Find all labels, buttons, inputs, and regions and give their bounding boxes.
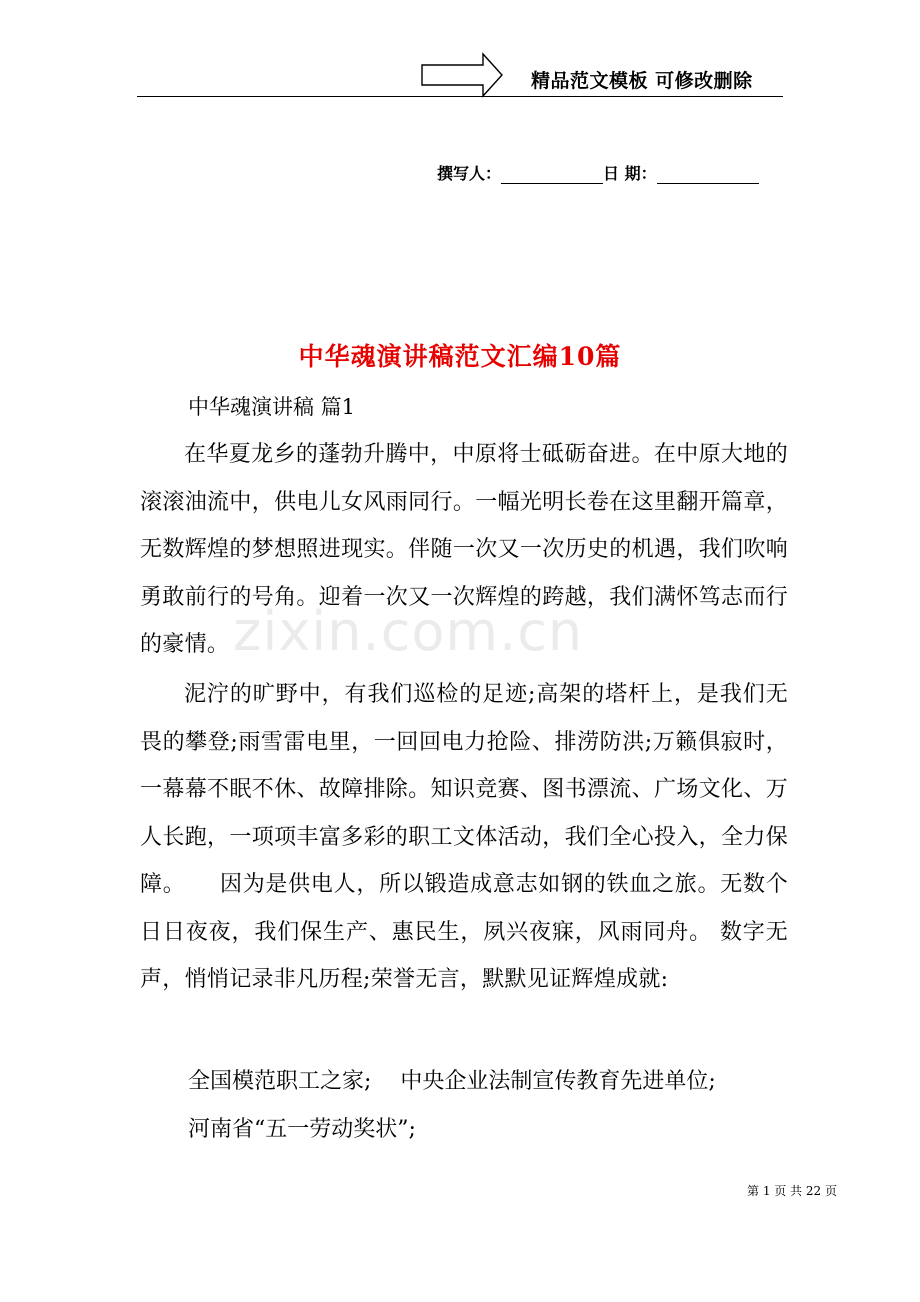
header-divider [137, 96, 783, 97]
page-number: 第 1 页 共 22 页 [747, 1184, 837, 1198]
header-text: 精品范文模板 可修改删除 [531, 70, 753, 92]
paragraph-1-text: 在华夏龙乡的蓬勃升腾中，中原将士砥砺奋进。在中原大地的滚滚油流中，供电儿女风雨同行。一幅光明长卷在这里翻开篇章，无数辉煌的梦想照进现实。伴随一次又一次历史的机遇，我们吹响勇敢前行的号角。迎着一次又一次辉煌的跨越，我们满怀笃志而行的豪情。 [140, 442, 788, 657]
list-item: 河南省“五一劳动奖状”; [188, 1117, 416, 1142]
author-date-line [437, 161, 759, 184]
author-blank [501, 165, 603, 184]
paragraph-2-text: 泥泞的旷野中，有我们巡检的足迹;高架的塔杆上，是我们无畏的攀登;雨雪雷电里，一回回电力抢险、排涝防洪;万籁俱寂时，一幕幕不眠不休、故障排除。知识竞赛、图书漂流、广场文化、万人长跑，一项项丰富多彩的职工文体活动，我们全心投入，全力保障。 因为是供电人，所以锻造成意志如钢的铁血之旅。无数个日日夜夜，我们保生产、惠民生，夙兴夜寐，风雨同舟。 数字无声，悄悄记录非凡历程;荣誉无言，默默见证辉煌成就: [140, 682, 788, 992]
date-blank [657, 165, 759, 184]
document-title: 中华魂演讲稿范文汇编10篇 [298, 342, 622, 371]
date-label: 日 期： [603, 164, 657, 183]
arrow-right-icon [420, 52, 504, 98]
watermark: zixin.com.cn [233, 600, 584, 663]
paragraph-2 [140, 671, 788, 1004]
list-item: 全国模范职工之家; 中央企业法制宣传教育先进单位; [188, 1069, 716, 1094]
author-label: 撰写人： [437, 164, 502, 183]
section-heading: 中华魂演讲稿 篇1 [188, 395, 356, 419]
